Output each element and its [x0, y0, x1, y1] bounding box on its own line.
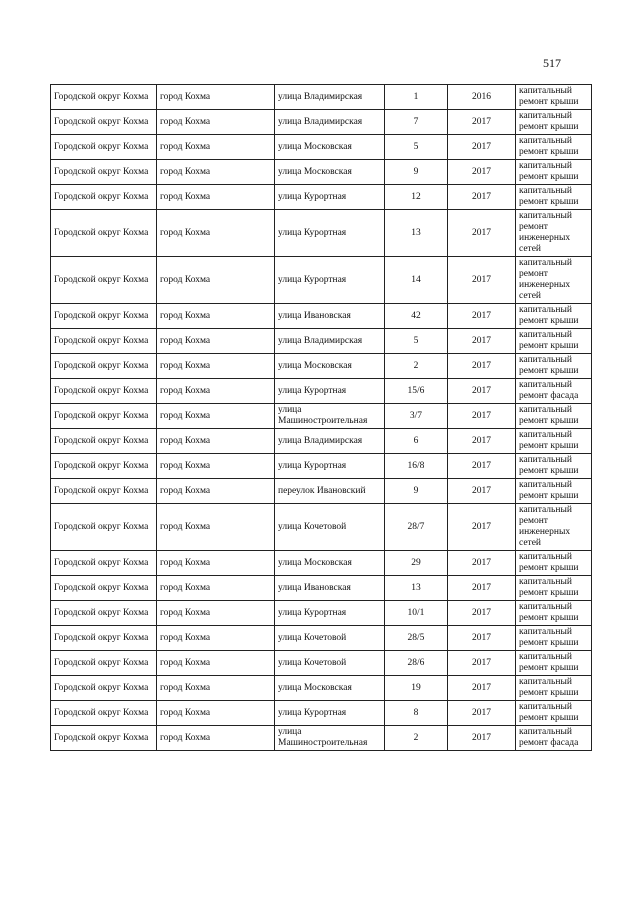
year-cell: 2017	[448, 479, 516, 504]
city-cell: город Кохма	[157, 85, 275, 110]
district-cell: Городской округ Кохма	[51, 257, 157, 304]
year-cell: 2017	[448, 651, 516, 676]
street-cell: улица Кочетовой	[275, 504, 385, 551]
work-type-cell: капитальный ремонт крыши	[516, 651, 592, 676]
street-cell: улица Машиностроительная	[275, 726, 385, 751]
house-cell: 28/5	[385, 626, 448, 651]
house-cell: 13	[385, 576, 448, 601]
year-cell: 2017	[448, 329, 516, 354]
street-cell: улица Владимирская	[275, 110, 385, 135]
year-cell: 2017	[448, 551, 516, 576]
work-type-cell: капитальный ремонт крыши	[516, 429, 592, 454]
street-cell: улица Курортная	[275, 454, 385, 479]
street-cell: улица Московская	[275, 160, 385, 185]
street-cell: улица Машиностроительная	[275, 404, 385, 429]
year-cell: 2017	[448, 135, 516, 160]
district-cell: Городской округ Кохма	[51, 504, 157, 551]
district-cell: Городской округ Кохма	[51, 160, 157, 185]
house-cell: 1	[385, 85, 448, 110]
house-cell: 13	[385, 210, 448, 257]
work-type-cell: капитальный ремонт крыши	[516, 304, 592, 329]
house-cell: 15/6	[385, 379, 448, 404]
house-cell: 5	[385, 135, 448, 160]
street-cell: улица Московская	[275, 676, 385, 701]
street-cell: улица Курортная	[275, 257, 385, 304]
work-type-cell: капитальный ремонт крыши	[516, 701, 592, 726]
district-cell: Городской округ Кохма	[51, 210, 157, 257]
work-type-cell: капитальный ремонт крыши	[516, 454, 592, 479]
street-cell: улица Курортная	[275, 601, 385, 626]
year-cell: 2017	[448, 701, 516, 726]
street-cell: улица Владимирская	[275, 85, 385, 110]
table-row	[51, 354, 592, 379]
work-type-cell: капитальный ремонт крыши	[516, 404, 592, 429]
year-cell: 2017	[448, 576, 516, 601]
year-cell: 2017	[448, 404, 516, 429]
year-cell: 2016	[448, 85, 516, 110]
year-cell: 2017	[448, 110, 516, 135]
table-row	[51, 135, 592, 160]
city-cell: город Кохма	[157, 329, 275, 354]
district-cell: Городской округ Кохма	[51, 551, 157, 576]
table-row	[51, 210, 592, 257]
year-cell: 2017	[448, 726, 516, 751]
work-type-cell: капитальный ремонт крыши	[516, 354, 592, 379]
house-cell: 2	[385, 354, 448, 379]
city-cell: город Кохма	[157, 551, 275, 576]
district-cell: Городской округ Кохма	[51, 479, 157, 504]
table-row	[51, 726, 592, 751]
street-cell: улица Курортная	[275, 210, 385, 257]
city-cell: город Кохма	[157, 379, 275, 404]
city-cell: город Кохма	[157, 701, 275, 726]
street-cell: улица Кочетовой	[275, 626, 385, 651]
district-cell: Городской округ Кохма	[51, 354, 157, 379]
district-cell: Городской округ Кохма	[51, 429, 157, 454]
table-row	[51, 676, 592, 701]
work-type-cell: капитальный ремонт инженерных сетей	[516, 210, 592, 257]
table-row	[51, 701, 592, 726]
year-cell: 2017	[448, 257, 516, 304]
house-cell: 29	[385, 551, 448, 576]
city-cell: город Кохма	[157, 257, 275, 304]
table-row	[51, 185, 592, 210]
city-cell: город Кохма	[157, 429, 275, 454]
district-cell: Городской округ Кохма	[51, 110, 157, 135]
table-row	[51, 160, 592, 185]
table-body	[51, 85, 592, 751]
district-cell: Городской округ Кохма	[51, 454, 157, 479]
table-row	[51, 110, 592, 135]
city-cell: город Кохма	[157, 726, 275, 751]
street-cell: улица Московская	[275, 354, 385, 379]
work-type-cell: капитальный ремонт крыши	[516, 160, 592, 185]
house-cell: 19	[385, 676, 448, 701]
street-cell: улица Кочетовой	[275, 651, 385, 676]
district-cell: Городской округ Кохма	[51, 404, 157, 429]
work-type-cell: капитальный ремонт инженерных сетей	[516, 504, 592, 551]
year-cell: 2017	[448, 676, 516, 701]
district-cell: Городской округ Кохма	[51, 329, 157, 354]
street-cell: улица Московская	[275, 551, 385, 576]
table-row	[51, 329, 592, 354]
table-row	[51, 479, 592, 504]
table-row	[51, 257, 592, 304]
table-row	[51, 304, 592, 329]
house-cell: 16/8	[385, 454, 448, 479]
city-cell: город Кохма	[157, 210, 275, 257]
city-cell: город Кохма	[157, 676, 275, 701]
table-row	[51, 504, 592, 551]
street-cell: улица Курортная	[275, 701, 385, 726]
city-cell: город Кохма	[157, 135, 275, 160]
house-cell: 2	[385, 726, 448, 751]
house-cell: 9	[385, 479, 448, 504]
work-type-cell: капитальный ремонт фасада	[516, 726, 592, 751]
house-cell: 5	[385, 329, 448, 354]
work-type-cell: капитальный ремонт крыши	[516, 85, 592, 110]
year-cell: 2017	[448, 504, 516, 551]
work-type-cell: капитальный ремонт крыши	[516, 329, 592, 354]
work-type-cell: капитальный ремонт фасада	[516, 379, 592, 404]
city-cell: город Кохма	[157, 110, 275, 135]
work-type-cell: капитальный ремонт крыши	[516, 110, 592, 135]
district-cell: Городской округ Кохма	[51, 726, 157, 751]
house-cell: 10/1	[385, 601, 448, 626]
house-cell: 28/6	[385, 651, 448, 676]
work-type-cell: капитальный ремонт крыши	[516, 676, 592, 701]
district-cell: Городской округ Кохма	[51, 676, 157, 701]
street-cell: улица Ивановская	[275, 304, 385, 329]
street-cell: улица Владимирская	[275, 429, 385, 454]
city-cell: город Кохма	[157, 454, 275, 479]
work-type-cell: капитальный ремонт крыши	[516, 135, 592, 160]
work-type-cell: капитальный ремонт крыши	[516, 626, 592, 651]
work-type-cell: капитальный ремонт крыши	[516, 479, 592, 504]
district-cell: Городской округ Кохма	[51, 576, 157, 601]
district-cell: Городской округ Кохма	[51, 701, 157, 726]
city-cell: город Кохма	[157, 651, 275, 676]
work-type-cell: капитальный ремонт крыши	[516, 576, 592, 601]
city-cell: город Кохма	[157, 185, 275, 210]
year-cell: 2017	[448, 185, 516, 210]
year-cell: 2017	[448, 210, 516, 257]
city-cell: город Кохма	[157, 626, 275, 651]
city-cell: город Кохма	[157, 601, 275, 626]
house-cell: 8	[385, 701, 448, 726]
district-cell: Городской округ Кохма	[51, 379, 157, 404]
year-cell: 2017	[448, 454, 516, 479]
year-cell: 2017	[448, 304, 516, 329]
table-row	[51, 551, 592, 576]
city-cell: город Кохма	[157, 479, 275, 504]
table-row	[51, 85, 592, 110]
district-cell: Городской округ Кохма	[51, 185, 157, 210]
house-cell: 28/7	[385, 504, 448, 551]
work-type-cell: капитальный ремонт инженерных сетей	[516, 257, 592, 304]
city-cell: город Кохма	[157, 354, 275, 379]
work-type-cell: капитальный ремонт крыши	[516, 551, 592, 576]
table-row	[51, 576, 592, 601]
district-cell: Городской округ Кохма	[51, 135, 157, 160]
house-cell: 14	[385, 257, 448, 304]
district-cell: Городской округ Кохма	[51, 651, 157, 676]
house-cell: 3/7	[385, 404, 448, 429]
repair-registry-table	[50, 84, 592, 751]
year-cell: 2017	[448, 379, 516, 404]
table-row	[51, 429, 592, 454]
city-cell: город Кохма	[157, 304, 275, 329]
street-cell: улица Владимирская	[275, 329, 385, 354]
table-row	[51, 651, 592, 676]
city-cell: город Кохма	[157, 504, 275, 551]
page-number: 517	[543, 56, 561, 70]
table-row	[51, 379, 592, 404]
house-cell: 42	[385, 304, 448, 329]
street-cell: улица Курортная	[275, 379, 385, 404]
street-cell: переулок Ивановский	[275, 479, 385, 504]
city-cell: город Кохма	[157, 404, 275, 429]
year-cell: 2017	[448, 354, 516, 379]
work-type-cell: капитальный ремонт крыши	[516, 185, 592, 210]
house-cell: 7	[385, 110, 448, 135]
year-cell: 2017	[448, 601, 516, 626]
city-cell: город Кохма	[157, 160, 275, 185]
house-cell: 6	[385, 429, 448, 454]
work-type-cell: капитальный ремонт крыши	[516, 601, 592, 626]
table-row	[51, 626, 592, 651]
district-cell: Городской округ Кохма	[51, 601, 157, 626]
city-cell: город Кохма	[157, 576, 275, 601]
year-cell: 2017	[448, 626, 516, 651]
table-row	[51, 601, 592, 626]
district-cell: Городской округ Кохма	[51, 626, 157, 651]
street-cell: улица Ивановская	[275, 576, 385, 601]
table-row	[51, 404, 592, 429]
year-cell: 2017	[448, 160, 516, 185]
house-cell: 12	[385, 185, 448, 210]
year-cell: 2017	[448, 429, 516, 454]
house-cell: 9	[385, 160, 448, 185]
district-cell: Городской округ Кохма	[51, 304, 157, 329]
street-cell: улица Курортная	[275, 185, 385, 210]
district-cell: Городской округ Кохма	[51, 85, 157, 110]
street-cell: улица Московская	[275, 135, 385, 160]
table-row	[51, 454, 592, 479]
